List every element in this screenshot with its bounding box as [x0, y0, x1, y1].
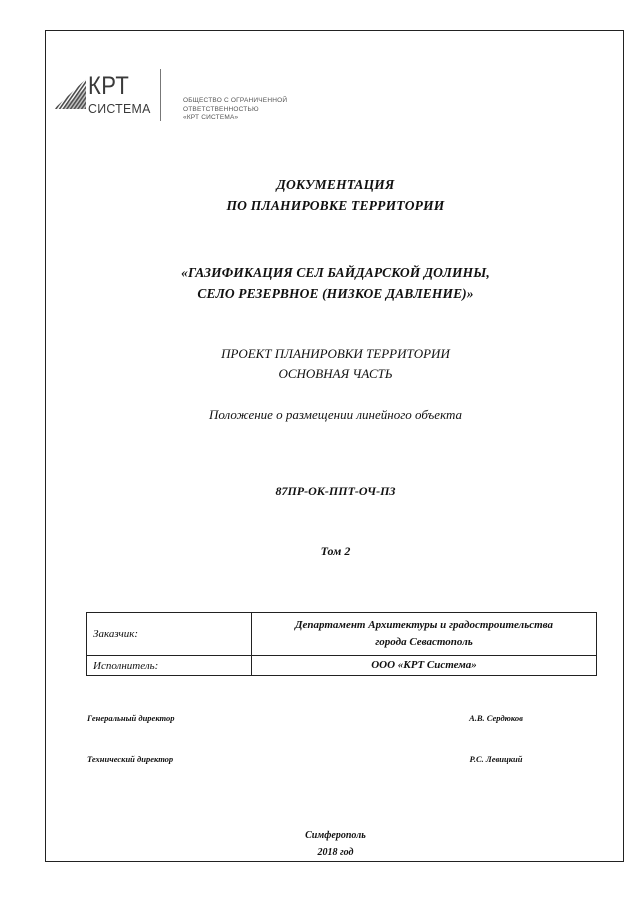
volume-number: Том 2 — [320, 544, 351, 558]
signature-name: А.В. Сердюков — [469, 713, 523, 723]
table-row — [87, 613, 597, 656]
logo-subbrand-text: СИСТЕМА — [88, 101, 151, 116]
footer-city: Симферополь — [305, 830, 366, 841]
document-sheet — [45, 30, 624, 862]
customer-label: Заказчик: — [87, 613, 252, 656]
project-part-line: ПРОЕКТ ПЛАНИРОВКИ ТЕРРИТОРИИ — [221, 346, 450, 361]
project-name-line: СЕЛО РЕЗЕРВНОЕ (НИЗКОЕ ДАВЛЕНИЕ)» — [197, 286, 474, 301]
document-title-line: ДОКУМЕНТАЦИЯ — [276, 177, 395, 192]
project-name-line: «ГАЗИФИКАЦИЯ СЕЛ БАЙДАРСКОЙ ДОЛИНЫ, — [181, 265, 490, 280]
customer-value-line: города Севастополь — [375, 636, 473, 648]
document-title-line: ПО ПЛАНИРОВКЕ ТЕРРИТОРИИ — [226, 198, 445, 213]
project-description: Положение о размещении линейного объекта — [208, 407, 463, 422]
logo-divider — [160, 69, 161, 121]
company-logo — [46, 49, 346, 129]
table-row — [87, 656, 597, 676]
signature-role: Генеральный директор — [87, 713, 175, 723]
project-part-line: ОСНОВНАЯ ЧАСТЬ — [278, 366, 393, 381]
document-title — [46, 174, 625, 216]
logo-org-line: ОТВЕТСТВЕННОСТЬЮ — [183, 105, 259, 113]
project-name — [46, 262, 625, 304]
logo-brand-text: КРТ — [88, 72, 130, 100]
logo-org-line: ОБЩЕСТВО С ОГРАНИЧЕННОЙ — [183, 97, 288, 104]
customer-value — [252, 613, 597, 656]
signature-role: Технический директор — [87, 754, 174, 764]
document-code: 87ПР-ОК-ППТ-ОЧ-ПЗ — [275, 484, 396, 498]
logo-org-line: «КРТ СИСТЕМА» — [183, 114, 239, 121]
footer-year: 2018 год — [317, 847, 354, 858]
customer-value-line: Департамент Архитектуры и градостроительства — [294, 619, 554, 631]
logo-stripes-icon — [54, 79, 86, 109]
contractor-label: Исполнитель: — [87, 656, 252, 676]
signature-name: Р.С. Левицкий — [469, 754, 523, 764]
project-part — [46, 344, 625, 384]
contractor-value: ООО «КРТ Система» — [252, 656, 597, 676]
customer-contractor-table — [86, 612, 597, 676]
logo-org-name — [183, 97, 287, 123]
